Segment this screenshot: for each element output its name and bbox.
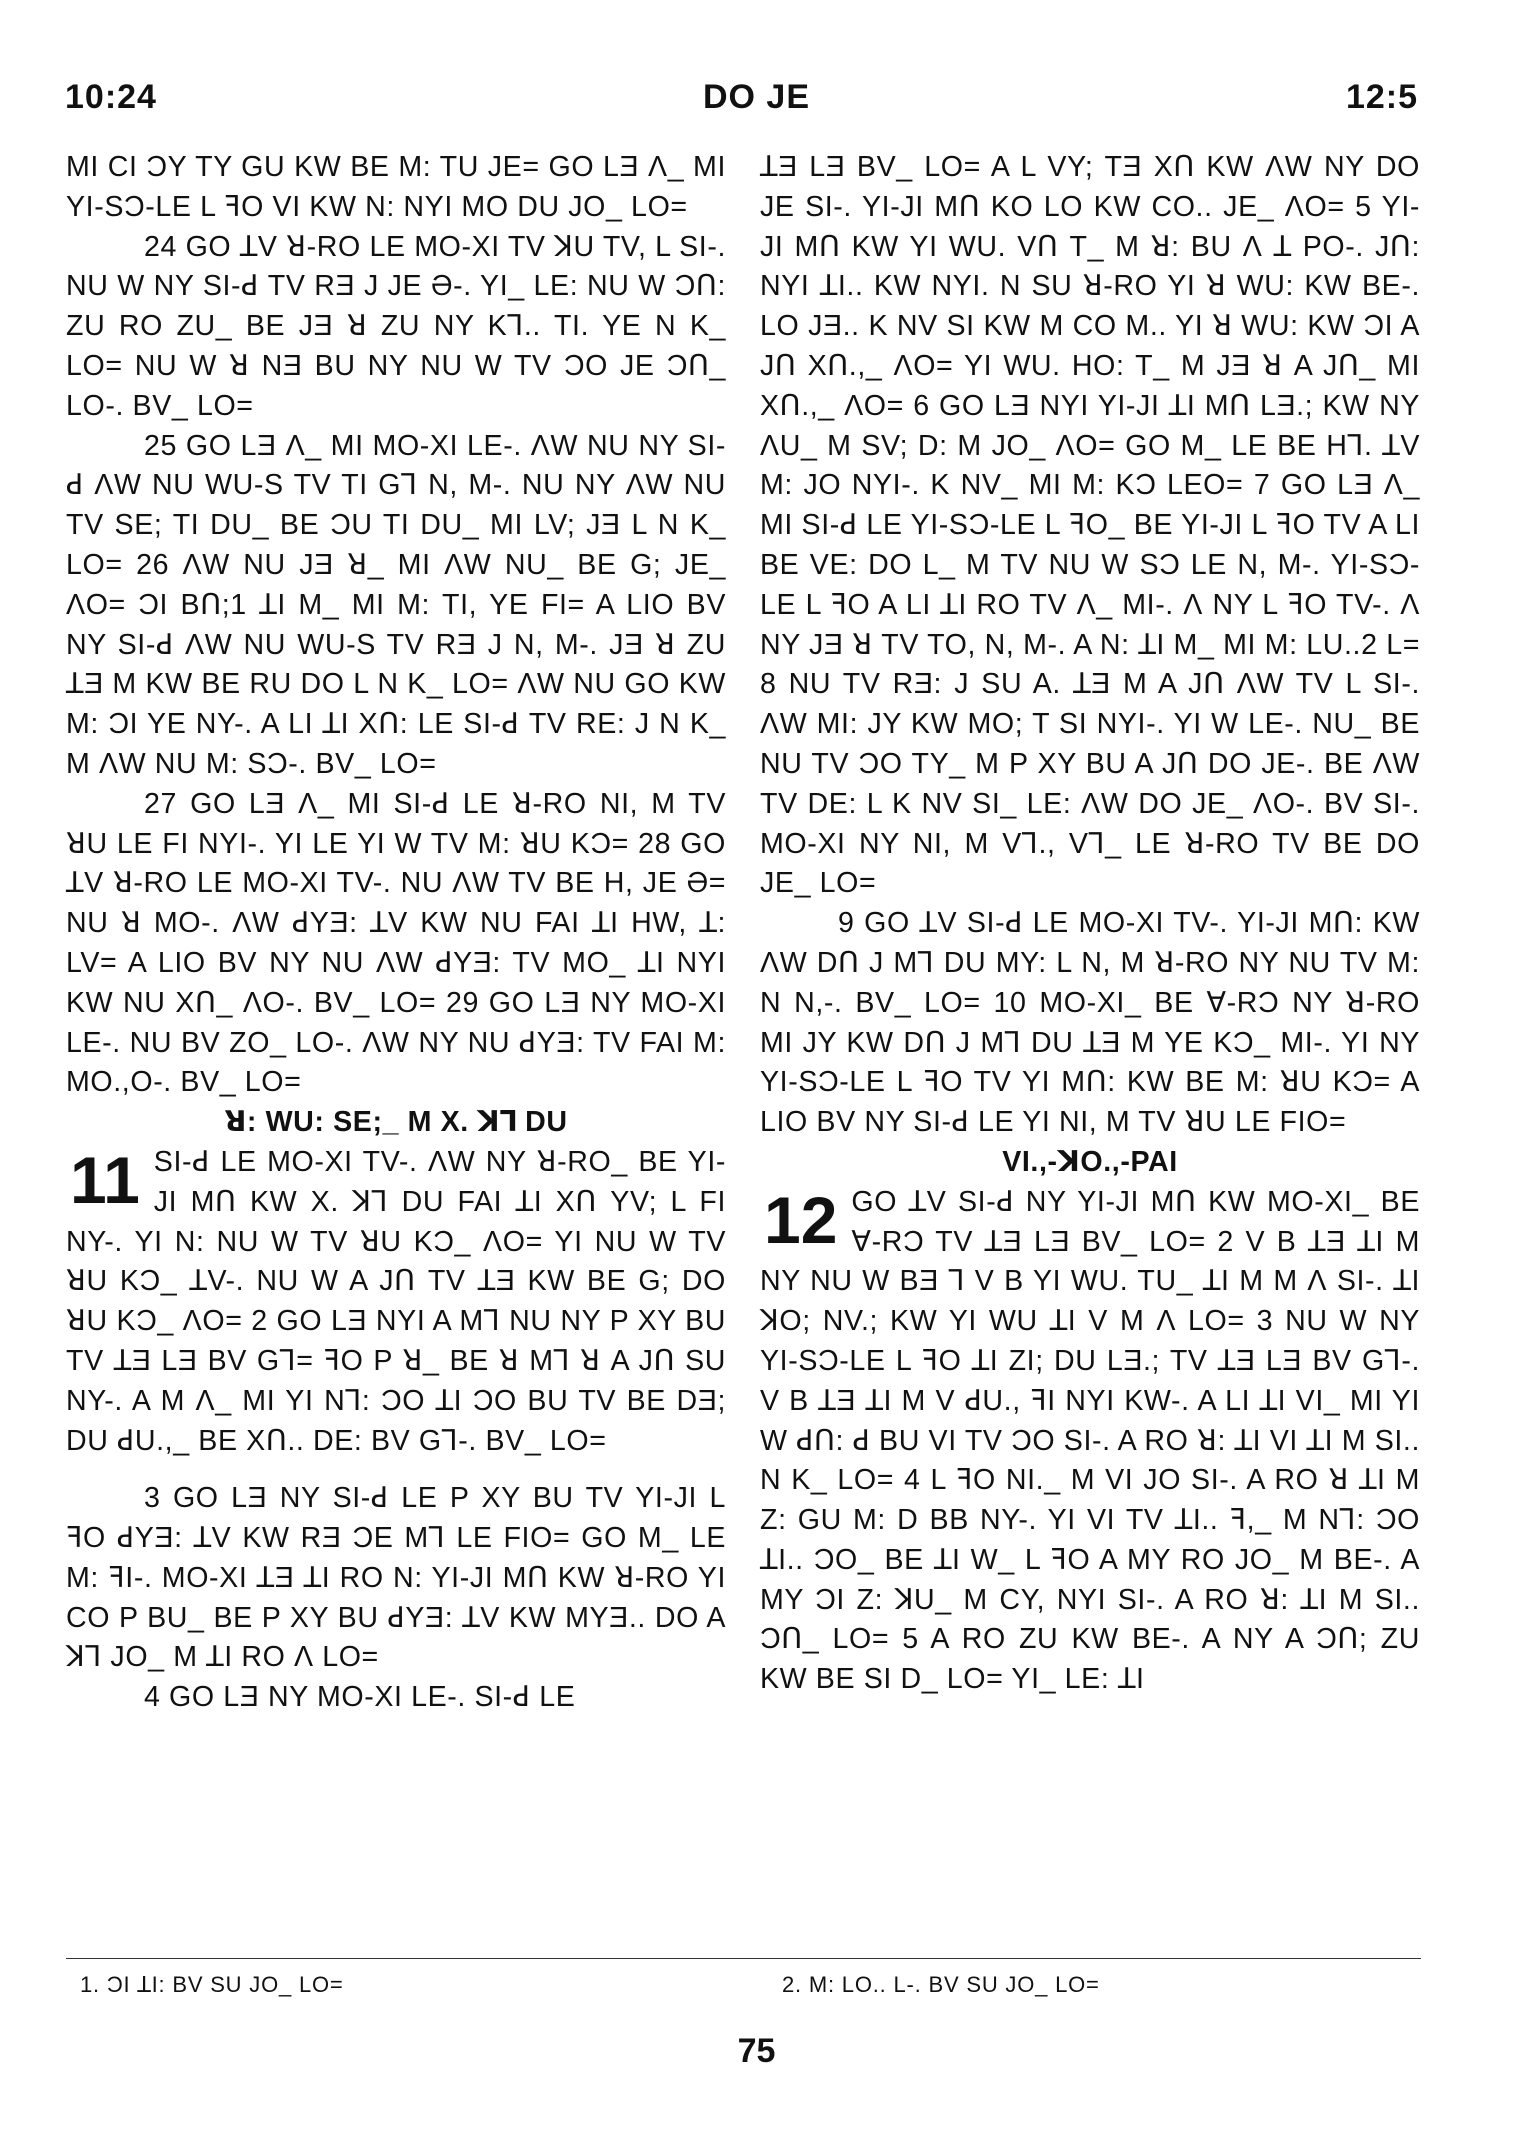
section-heading: VI.,-ꓘO.,-PAI [1002,1145,1178,1178]
header-book-title: DO JE [702,78,811,116]
chapter-paragraph [760,1183,1420,1700]
left-column [66,148,726,1718]
chapter-number: 11 [70,1142,140,1217]
paragraph: 3 GO LƎ NY SI-ꓒ LE P XY BU TV YI-JI L ꟻO ꓒYƎ: ꓕV KW RƎ ƆE M⅂ LE FIO= GO M_ LE M: ꟻI-. MO-XI ꓕƎ ꓕI RO N: YI-JI MՈ KW ꓤ-RO YI CO P BU_ BE P XY BU ꓒYƎ: ꓕV KW MYƎ.. DO A ꓘ⅂ JO_ M ꓕI RO Ʌ LO= [66,1482,726,1674]
footnote-1: 1. ƆI ꓕI: BV SU JO_ LO= [80,1972,344,1997]
footnote-2: 2. M: LO.. L-. BV SU JO_ LO= [782,1972,1100,1997]
section-heading: ꓤ: WU: SE;_ M X. ꓘ⅂ DU [224,1106,568,1139]
chapter-text: GO ꓕV SI-ꓒ NY YI-JI MՈ KW MO-XI_ BE ∀-RƆ TV ꓕƎ LƎ BV_ LO= 2 V B ꓕƎ ꓕI M NY NU W BƎ ⅂ V B YI WU. TU_ ꓕI M M Ʌ SI-. ꓕI ꓘO; NV.; KW YI WU ꓕI V M Ʌ LO= 3 NU W NY YI-SƆ-LE L ꟻO ꓕI ZI; DU LƎ.; TV ꓕƎ LƎ BV G⅂-. V B ꓕƎ ꓕI M V ꓒU., ꟻI NYI KW-. A LI ꓕI VI_ MI YI W ꓒՈ: ꓒ BU VI TV ƆO SI-. A RO ꓤ: ꓕI VI ꓕI M SI.. N K_ LO= 4 L ꟻO NI._ M VI JO SI-. A RO ꓤ ꓕI M Z: GU M: D BB NY-. YI VI TV ꓕI.. ꟻ,_ M N⅂: ƆO ꓕI.. ƆO_ BE ꓕI W_ L ꟻO A MY RO JO_ M BE-. A MY ƆI Z: ꓘU_ M CY, NYI SI-. A RO ꓤ: ꓕI M SI.. ƆՈ_ LO= 5 A RO ZU KW BE-. A NY A ƆՈ; ZU KW BE SI D_ LO= YI_ LE: ꓕI [760,1185,1420,1696]
paragraph: 25 GO LƎ Ʌ_ MI MO-XI LE-. ɅW NU NY SI-ꓒ ɅW NU WU-S TV TI G⅂ N, M-. NU NY ɅW NU TV SE; TI DU_ BE ƆU TI DU_ MI LV; JƎ L N K_ LO= 26 ɅW NU JƎ ꓤ_ MI ɅW NU_ BE G; JE_ ɅO= ƆI BՈ;1 ꓕI M_ MI M: TI, YE FI= A LIO BV NY SI-ꓒ ɅW NU WU-S TV RƎ J N, M-. JƎ ꓤ ZU ꓕƎ M KW BE RU DO L N K_ LO= ɅW NU GO KW M: ƆI YE NY-. A LI ꓕI XՈ: LE SI-ꓒ TV RE: J N K_ M ɅW NU M: SƆ-. BV_ LO= [66,429,726,780]
paragraph: 24 GO ꓕV ꓤ-RO LE MO-XI TV ꓘU TV, L SI-. NU W NY SI-ꓒ TV RƎ J JE Ə-. YI_ LE: NU W ƆՈ: ZU RO ZU_ BE JƎ ꓤ ZU NY K⅂.. TI. YE N K_ LO= NU W ꓤ NƎ BU NY NU W TV ƆO JE ƆՈ_ LO-. BV_ LO= [66,230,726,422]
paragraph: 27 GO LƎ Ʌ_ MI SI-ꓒ LE ꓤ-RO NI, M TV ꓤU LE FI NYI-. YI LE YI W TV M: ꓤU KƆ= 28 GO ꓕV ꓤ-RO LE MO-XI TV-. NU ɅW TV BE H, JE Ə= NU ꓤ MO-. ɅW ꓒYƎ: ꓕV KW NU FAI ꓕI HW, ꓕ: LV= A LIO BV NY NU ɅW ꓒYƎ: TV MO_ ꓕI NYI KW NU XՈ_ ɅO-. BV_ LO= 29 GO LƎ NY MO-XI LE-. NU BV ZO_ LO-. ɅW NY NU ꓒYƎ: TV FAI M: MO.,O-. BV_ LO= [66,787,726,1099]
chapter-paragraph [66,1143,726,1461]
chapter-text: SI-ꓒ LE MO-XI TV-. ɅW NY ꓤ-RO_ BE YI-JI MՈ KW X. ꓘ⅂ DU FAI ꓕI XՈ YV; L FI NY-. YI N: NU W TV ꓤU KƆ_ ɅO= YI NU W TV ꓤU KƆ_ ꓕV-. NU W A JՈ TV ꓕƎ KW BE G; DO ꓤU KƆ_ ɅO= 2 GO LƎ NYI A M⅂ NU NY P XY BU TV ꓕƎ LƎ BV G⅂= ꟻO P ꓤ_ BE ꓤ M⅂ ꓤ A JՈ SU NY-. A M Ʌ_ MI YI N⅂: ƆO ꓕI ƆO BU TV BE DƎ; DU ꓒU.,_ BE XՈ.. DE: BV G⅂-. BV_ LO= [66,1145,726,1457]
header-right-reference: 12:5 [1345,78,1418,116]
paragraph: 9 GO ꓕV SI-ꓒ LE MO-XI TV-. YI-JI MՈ: KW ɅW DՈ J M⅂ DU MY: L N, M ꓤ-RO NY NU TV M: N N,-. BV_ LO= 10 MO-XI_ BE ∀-RƆ NY ꓤ-RO MI JY KW DՈ J M⅂ DU ꓕƎ M YE KƆ_ MI-. YI NY YI-SƆ-LE L ꟻO TV YI MՈ: KW BE M: ꓤU KƆ= A LIO BV NY SI-ꓒ LE YI NI, M TV ꓤU LE FIO= [760,907,1420,1139]
page-number: 75 [737,2032,776,2070]
right-column [760,148,1420,1700]
paragraph: MI CI ƆY TY GU KW BE M: TU JE= GO LƎ Ʌ_ MI YI-SƆ-LE L ꟻO VI KW N: NYI MO DU JO_ LO= [66,151,726,223]
chapter-number: 12 [764,1182,838,1257]
header-left-reference: 10:24 [65,78,157,116]
paragraph: ꓕƎ LƎ BV_ LO= A L VY; TƎ XՈ KW ɅW NY DO JE SI-. YI-JI MՈ KO LO KW CO.. JE_ ɅO= 5 YI-JI MՈ KW YI WU. VՈ T_ M ꓤ: BU Ʌ ꓕ PO-. JՈ: NYI ꓕI.. KW NYI. N SU ꓤ-RO YI ꓤ WU: KW BE-. LO JƎ.. K NV SI KW M CO M.. YI ꓤ WU: KW ƆI A JՈ XՈ.,_ ɅO= YI WU. HO: T_ M JƎ ꓤ A JՈ_ MI XՈ.,_ ɅO= 6 GO LƎ NYI YI-JI ꓕI MՈ LƎ.; KW NY ɅU_ M SV; D: M JO_ ɅO= GO M_ LE BE H⅂. ꓕV M: JO NYI-. K NV_ MI M: KƆ LEO= 7 GO LƎ Ʌ_ MI SI-ꓒ LE YI-SƆ-LE L ꟻO_ BE YI-JI L ꟻO TV A LI BE VE: DO L_ M TV NU W SƆ LE N, M-. YI-SƆ-LE L ꟻO A LI ꓕI RO TV Ʌ_ MI-. Ʌ NY L ꟻO TV-. Ʌ NY JƎ ꓤ TV TO, N, M-. A N: ꓕI M_ MI M: LU..2 L= 8 NU TV RƎ: J SU A. ꓕƎ M A JՈ ɅW TV L SI-. ɅW MI: JY KW MO; T SI NYI-. YI W LE-. NU_ BE NU TV ƆO TY_ M P XY BU A JՈ DO JE-. BE ɅW TV DE: L K NV SI_ LE: ɅW DO JE_ ɅO-. BV SI-. MO-XI NY NI, M V⅂., V⅂_ LE ꓤ-RO TV BE DO JE_ LO= [760,151,1420,900]
footnote-divider [66,1958,1421,1959]
paragraph: 4 GO LƎ NY MO-XI LE-. SI-ꓒ LE [144,1681,576,1714]
